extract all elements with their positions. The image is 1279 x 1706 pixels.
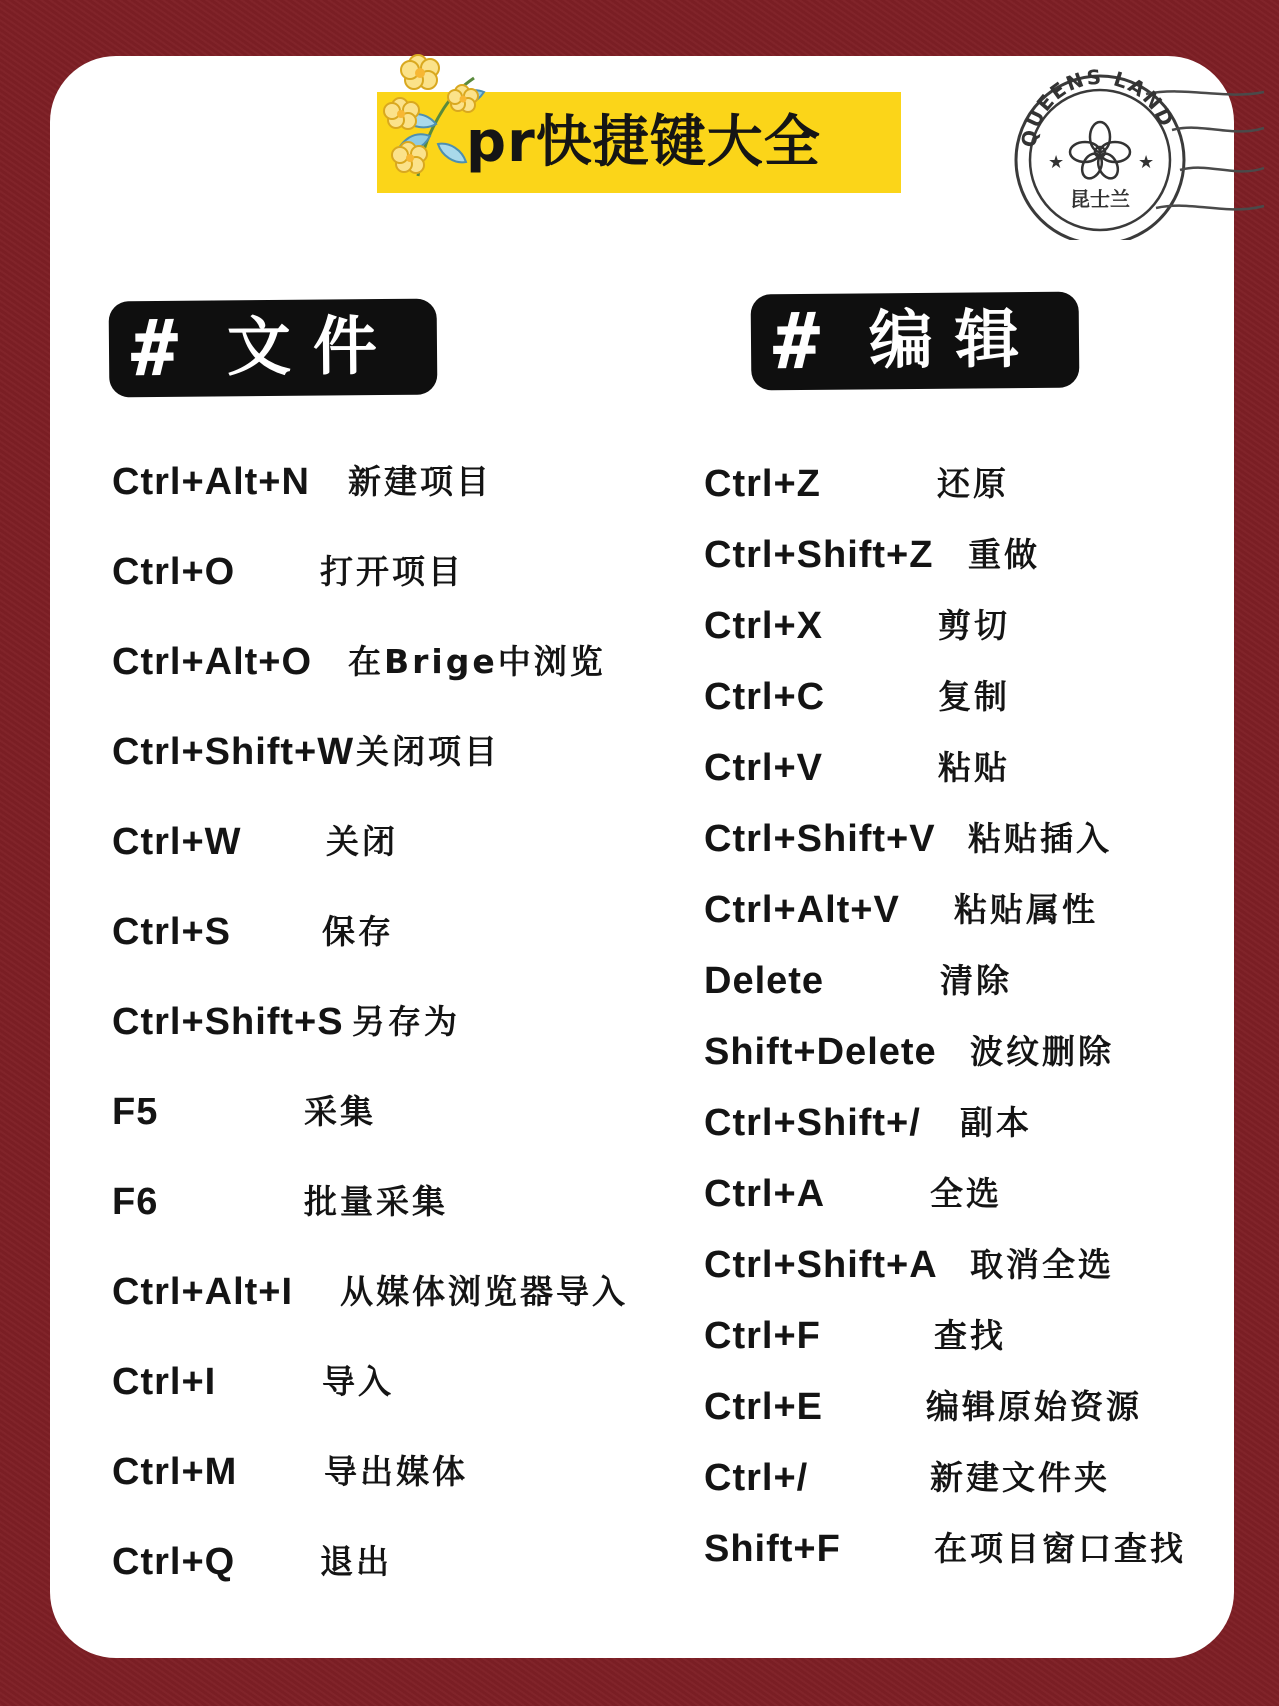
shortcut-desc: 全选 <box>930 1174 1002 1213</box>
shortcut-key: Ctrl+I <box>112 1361 217 1403</box>
shortcut-key: F5 <box>112 1091 159 1133</box>
shortcut-key: Ctrl+A <box>704 1173 826 1215</box>
section-header-file <box>109 299 438 398</box>
shortcut-desc: 还原 <box>937 464 1009 503</box>
shortcut-key: Ctrl+S <box>112 911 231 953</box>
shortcut-desc: 导出媒体 <box>324 1452 468 1491</box>
shortcut-key: F6 <box>112 1181 159 1223</box>
shortcut-desc: 保存 <box>322 912 394 951</box>
shortcut-desc: 粘贴插入 <box>968 819 1112 858</box>
shortcut-desc: 清除 <box>940 961 1012 1000</box>
shortcut-desc: 导入 <box>322 1362 394 1401</box>
shortcut-key: Ctrl+X <box>704 605 823 647</box>
shortcut-key: Ctrl+W <box>112 821 242 863</box>
hash-icon: # <box>130 303 179 395</box>
shortcut-desc: 副本 <box>960 1103 1032 1142</box>
shortcut-desc: 关闭 <box>326 822 398 861</box>
shortcut-desc: 新建项目 <box>348 462 492 501</box>
shortcut-desc: 退出 <box>320 1542 392 1581</box>
shortcut-desc: 在项目窗口查找 <box>934 1529 1186 1568</box>
shortcut-key: Ctrl+Q <box>112 1541 236 1583</box>
shortcut-desc: 批量采集 <box>304 1182 448 1221</box>
shortcut-desc: 剪切 <box>938 606 1010 645</box>
stamp-bottom-text: 昆士兰 <box>1070 187 1130 211</box>
shortcut-desc: 波纹删除 <box>970 1032 1114 1071</box>
shortcut-key: Ctrl+Shift+V <box>704 818 936 860</box>
section-header-label: 文件 <box>226 309 400 386</box>
shortcut-desc: 查找 <box>934 1316 1006 1355</box>
shortcut-key: Shift+F <box>704 1528 841 1570</box>
shortcut-key: Ctrl+V <box>704 747 823 789</box>
shortcut-key: Ctrl+Alt+N <box>112 461 310 503</box>
svg-text:★: ★ <box>1138 152 1155 173</box>
shortcut-key: Delete <box>704 960 825 1002</box>
shortcut-desc: 另存为 <box>352 1002 460 1041</box>
shortcut-desc: 打开项目 <box>320 552 464 591</box>
shortcut-key: Ctrl+O <box>112 551 236 593</box>
shortcut-key: Ctrl+F <box>704 1315 821 1357</box>
section-header-label: 编辑 <box>868 302 1042 379</box>
shortcut-key: Ctrl+Shift+Z <box>704 534 934 576</box>
shortcut-key: Ctrl+M <box>112 1451 238 1493</box>
shortcut-key: Ctrl+Alt+I <box>112 1271 294 1313</box>
shortcut-key: Ctrl+Shift+A <box>704 1244 938 1286</box>
shortcut-desc: 粘贴 <box>938 748 1010 787</box>
svg-text:QUEENS LAND <box>1017 65 1180 149</box>
shortcut-desc: 关闭项目 <box>356 732 500 771</box>
shortcut-desc: 新建文件夹 <box>930 1458 1110 1497</box>
shortcut-desc: 从媒体浏览器导入 <box>340 1272 628 1311</box>
section-header-edit <box>751 292 1080 391</box>
shortcut-key: Ctrl+Alt+V <box>704 889 900 931</box>
shortcut-key: Ctrl+Shift+/ <box>704 1102 921 1144</box>
shortcut-key: Shift+Delete <box>704 1031 937 1073</box>
shortcut-desc: 粘贴属性 <box>954 890 1098 929</box>
shortcut-key: Ctrl+Alt+O <box>112 641 313 683</box>
svg-text:★: ★ <box>1048 152 1065 173</box>
shortcut-desc: 在Brige中浏览 <box>348 642 606 681</box>
shortcut-desc: 取消全选 <box>970 1245 1114 1284</box>
hash-icon: # <box>772 296 821 388</box>
shortcut-key: Ctrl+Z <box>704 463 821 505</box>
postmark-stamp-icon <box>996 56 1266 240</box>
shortcut-desc: 重做 <box>968 535 1040 574</box>
shortcut-desc: 编辑原始资源 <box>926 1387 1142 1426</box>
shortcut-desc: 采集 <box>304 1092 376 1131</box>
shortcut-key: Ctrl+C <box>704 676 826 718</box>
shortcut-key: Ctrl+E <box>704 1386 823 1428</box>
stamp-arc-text: QUEENS LAND <box>1016 64 1180 149</box>
shortcut-key: Ctrl+Shift+W <box>112 731 355 773</box>
page-title: pr快捷键大全 <box>466 110 821 175</box>
shortcut-key: Ctrl+/ <box>704 1457 809 1499</box>
shortcut-key: Ctrl+Shift+S <box>112 1001 344 1043</box>
shortcut-desc: 复制 <box>938 677 1010 716</box>
